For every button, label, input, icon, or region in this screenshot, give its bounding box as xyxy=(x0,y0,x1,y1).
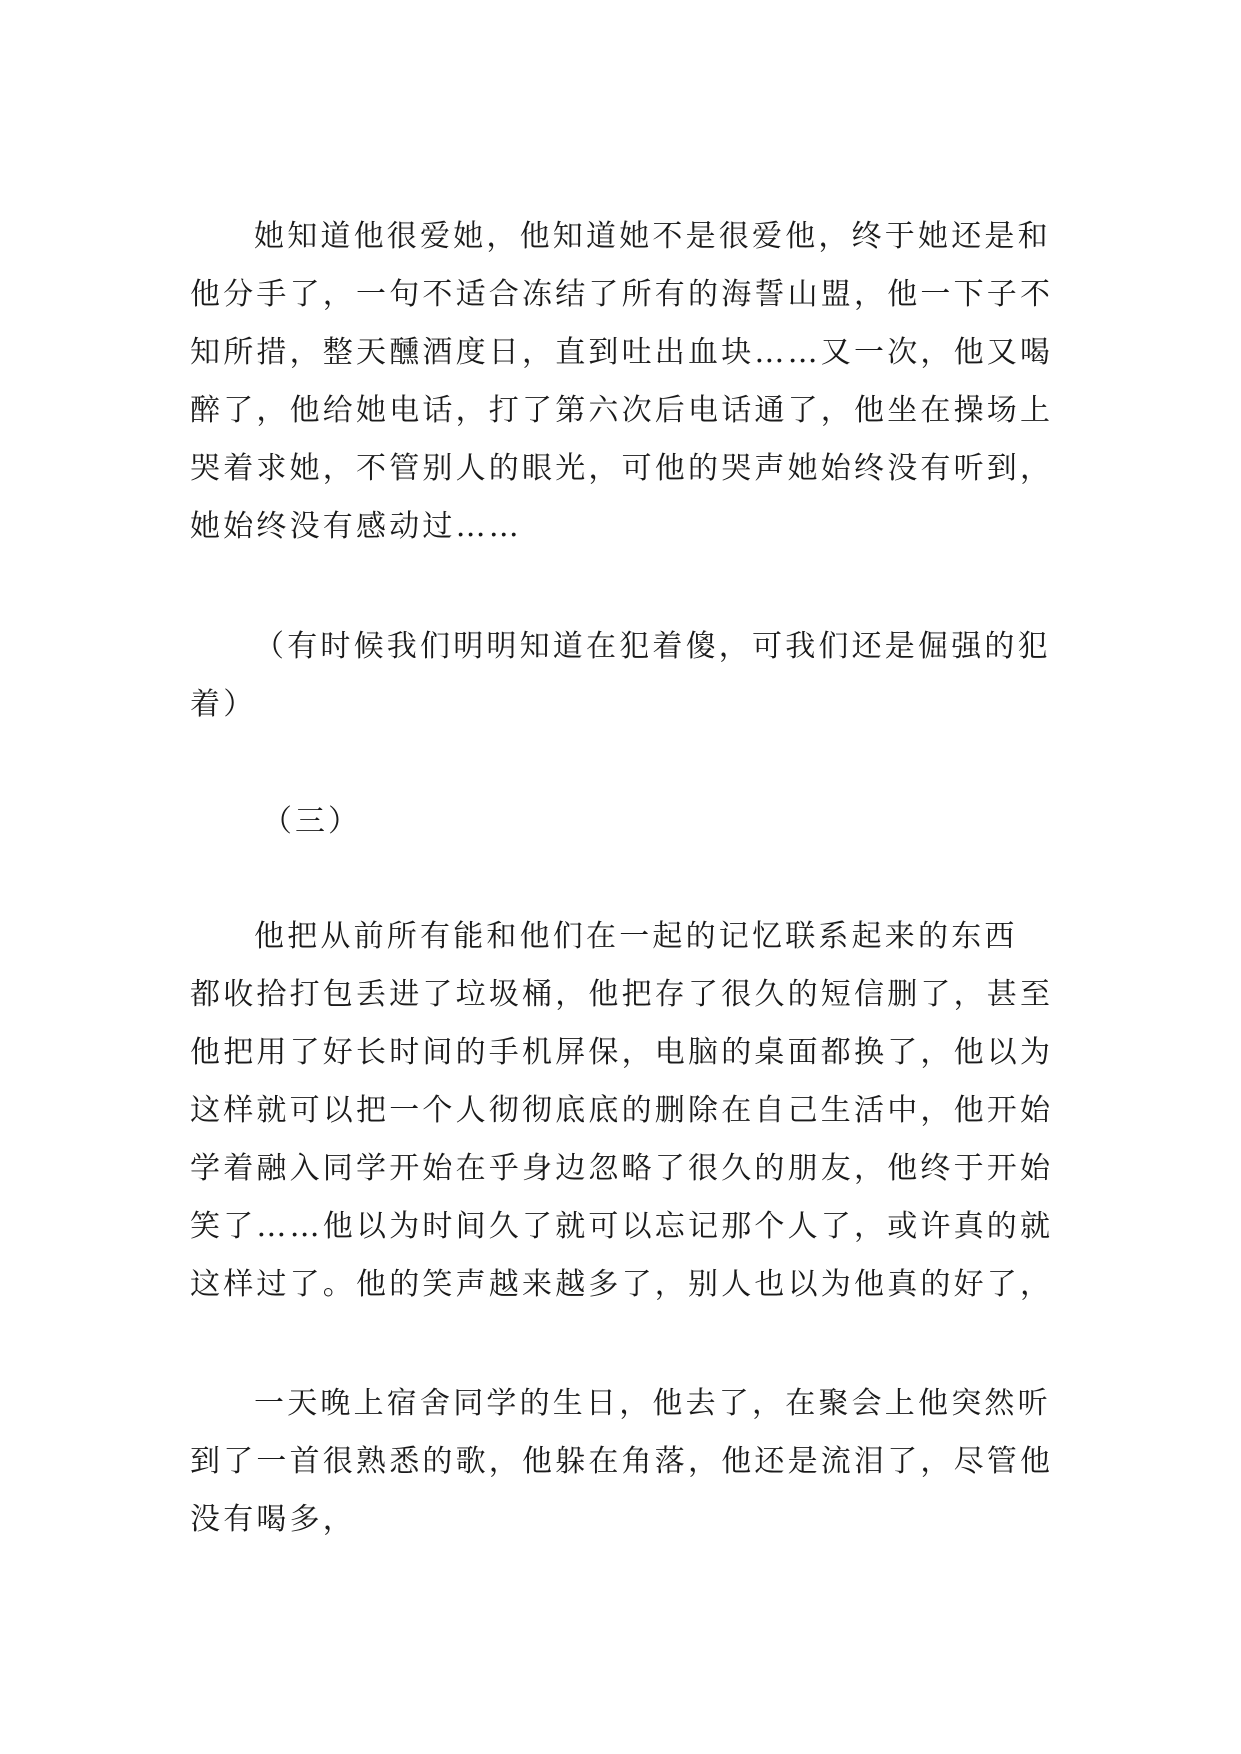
paragraph-line: 他把从前所有能和他们在一起的记忆联系起来的东西 xyxy=(254,919,1018,954)
paragraph-line: 醉了，他给她电话，打了第六次后电话通了，他坐在操场上 xyxy=(190,393,1054,428)
paragraph-line: 一天晚上宿舍同学的生日，他去了，在聚会上他突然听 xyxy=(254,1386,1051,1421)
paragraph-line: 都收拾打包丢进了垃圾桶，他把存了很久的短信删了，甚至 xyxy=(190,977,1054,1012)
paragraph-line: 学着融入同学开始在乎身边忽略了很久的朋友，他终于开始 xyxy=(190,1151,1054,1186)
paragraph-line: （有时候我们明明知道在犯着傻，可我们还是倔强的犯 xyxy=(254,629,1051,664)
paragraph-line: 着） xyxy=(190,687,257,722)
paragraph-line: 她知道他很爱她，他知道她不是很爱他，终于她还是和 xyxy=(254,219,1051,254)
paragraph-line: 他分手了，一句不适合冻结了所有的海誓山盟，他一下子不 xyxy=(190,277,1054,312)
section-heading: （三） xyxy=(262,804,361,839)
paragraph-line: 这样过了。他的笑声越来越多了，别人也以为他真的好了， xyxy=(190,1267,1054,1302)
paragraph-line: 到了一首很熟悉的歌，他躲在角落，他还是流泪了，尽管他 xyxy=(190,1444,1054,1479)
paragraph-1 xyxy=(190,208,1054,556)
paragraph-line: 知所措，整天醺酒度日，直到吐出血块……又一次，他又喝 xyxy=(190,335,1054,370)
paragraph-line: 她始终没有感动过…… xyxy=(190,509,522,544)
paragraph-line: 哭着求她，不管别人的眼光，可他的哭声她始终没有听到， xyxy=(190,451,1054,486)
paragraph-3 xyxy=(190,908,1054,1314)
paragraph-2 xyxy=(190,618,1050,734)
paragraph-4 xyxy=(190,1375,1054,1549)
paragraph-line: 他把用了好长时间的手机屏保，电脑的桌面都换了，他以为 xyxy=(190,1035,1054,1070)
paragraph-line: 没有喝多， xyxy=(190,1502,356,1537)
paragraph-line: 笑了……他以为时间久了就可以忘记那个人了，或许真的就 xyxy=(190,1209,1054,1244)
paragraph-line: 这样就可以把一个人彻彻底底的删除在自己生活中，他开始 xyxy=(190,1093,1054,1128)
